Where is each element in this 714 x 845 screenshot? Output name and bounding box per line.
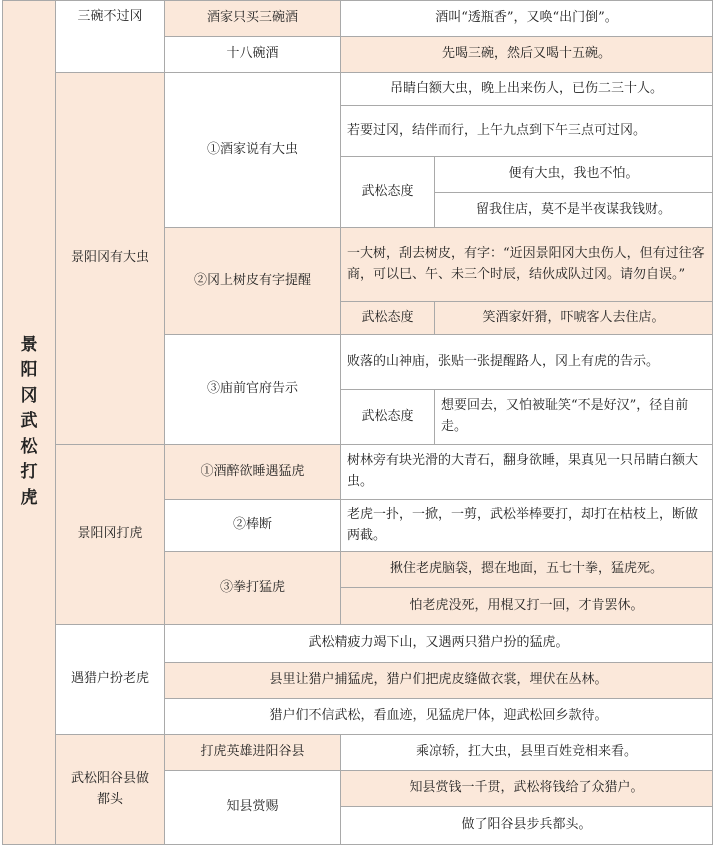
detail-cell: 乘凉轿，扛大虫，县里百姓竞相来看。 [341,735,713,771]
detail-cell: 吊睛白额大虫，晚上出来伤人，已伤二三十人。 [341,73,713,106]
detail-cell: 揪住老虎脑袋，摁在地面，五七十拳，猛虎死。 [341,552,713,588]
attitude-label: 武松态度 [341,302,435,335]
section-label-1: 三碗不过冈 [56,1,165,73]
sub-item: 打虎英雄进阳谷县 [165,735,341,771]
detail-cell: 知县赏钱一千贯，武松将钱给了众猎户。 [341,771,713,807]
detail-cell: 败落的山神庙，张贴一张提醒路人，冈上有虎的告示。 [341,335,713,390]
main-title-text: 景阳冈武松打虎 [20,334,38,508]
sub-item: 知县赏赐 [165,771,341,845]
main-title [3,1,56,845]
section-label-3: 景阳冈打虎 [56,445,165,625]
sub-item: ③拳打猛虎 [165,552,341,625]
sub-item: 酒家只买三碗酒 [165,1,341,37]
sub-item: 十八碗酒 [165,37,341,73]
detail-cell: 武松精疲力竭下山，又遇两只猎户扮的猛虎。 [165,625,713,663]
attitude-label: 武松态度 [341,390,435,445]
attitude-cell: 便有大虫，我也不怕。 [435,157,713,193]
detail-cell: 先喝三碗，然后又喝十五碗。 [341,37,713,73]
detail-cell: 老虎一扑，一掀，一剪，武松举棒要打，却打在枯枝上，断做两截。 [341,500,713,552]
attitude-label: 武松态度 [341,157,435,228]
detail-cell: 若要过冈，结伴而行，上午九点到下午三点可过冈。 [341,106,713,157]
detail-cell: 县里让猎户捕猛虎，猎户们把虎皮缝做衣裳，埋伏在丛林。 [165,663,713,699]
detail-cell: 树林旁有块光滑的大青石，翻身欲睡，果真见一只吊睛白额大虫。 [341,445,713,500]
detail-cell: 怕老虎没死，用棍又打一回，才肯罢休。 [341,588,713,625]
detail-cell: 一大树，刮去树皮，有字：“近因景阳冈大虫伤人，但有过往客商，可以巳、午、未三个时辰，结伙成队过冈。请勿自误。” [341,228,713,302]
attitude-cell: 想要回去，又怕被耻笑“不是好汉”，径自前走。 [435,390,713,445]
section-label-2: 景阳冈有大虫 [56,73,165,445]
sub-item: ①酒家说有大虫 [165,73,341,228]
attitude-cell: 留我住店，莫不是半夜谋我钱财。 [435,193,713,228]
section-label-5-text: 武松阳谷县做都头 [70,770,149,807]
sub-item: ①酒醉欲睡遇猛虎 [165,445,341,500]
section-label-5 [56,735,165,845]
section-label-4: 遇猎户扮老虎 [56,625,165,735]
sub-item: ②冈上树皮有字提醒 [165,228,341,335]
detail-cell: 酒叫“透瓶香”，又唤“出门倒”。 [341,1,713,37]
sub-item: ③庙前官府告示 [165,335,341,445]
sub-item: ②棒断 [165,500,341,552]
story-outline-table [2,0,713,845]
attitude-cell: 笑酒家奸猾，吓唬客人去住店。 [435,302,713,335]
detail-cell: 做了阳谷县步兵都头。 [341,807,713,845]
detail-cell: 猎户们不信武松，看血迹，见猛虎尸体，迎武松回乡款待。 [165,699,713,735]
